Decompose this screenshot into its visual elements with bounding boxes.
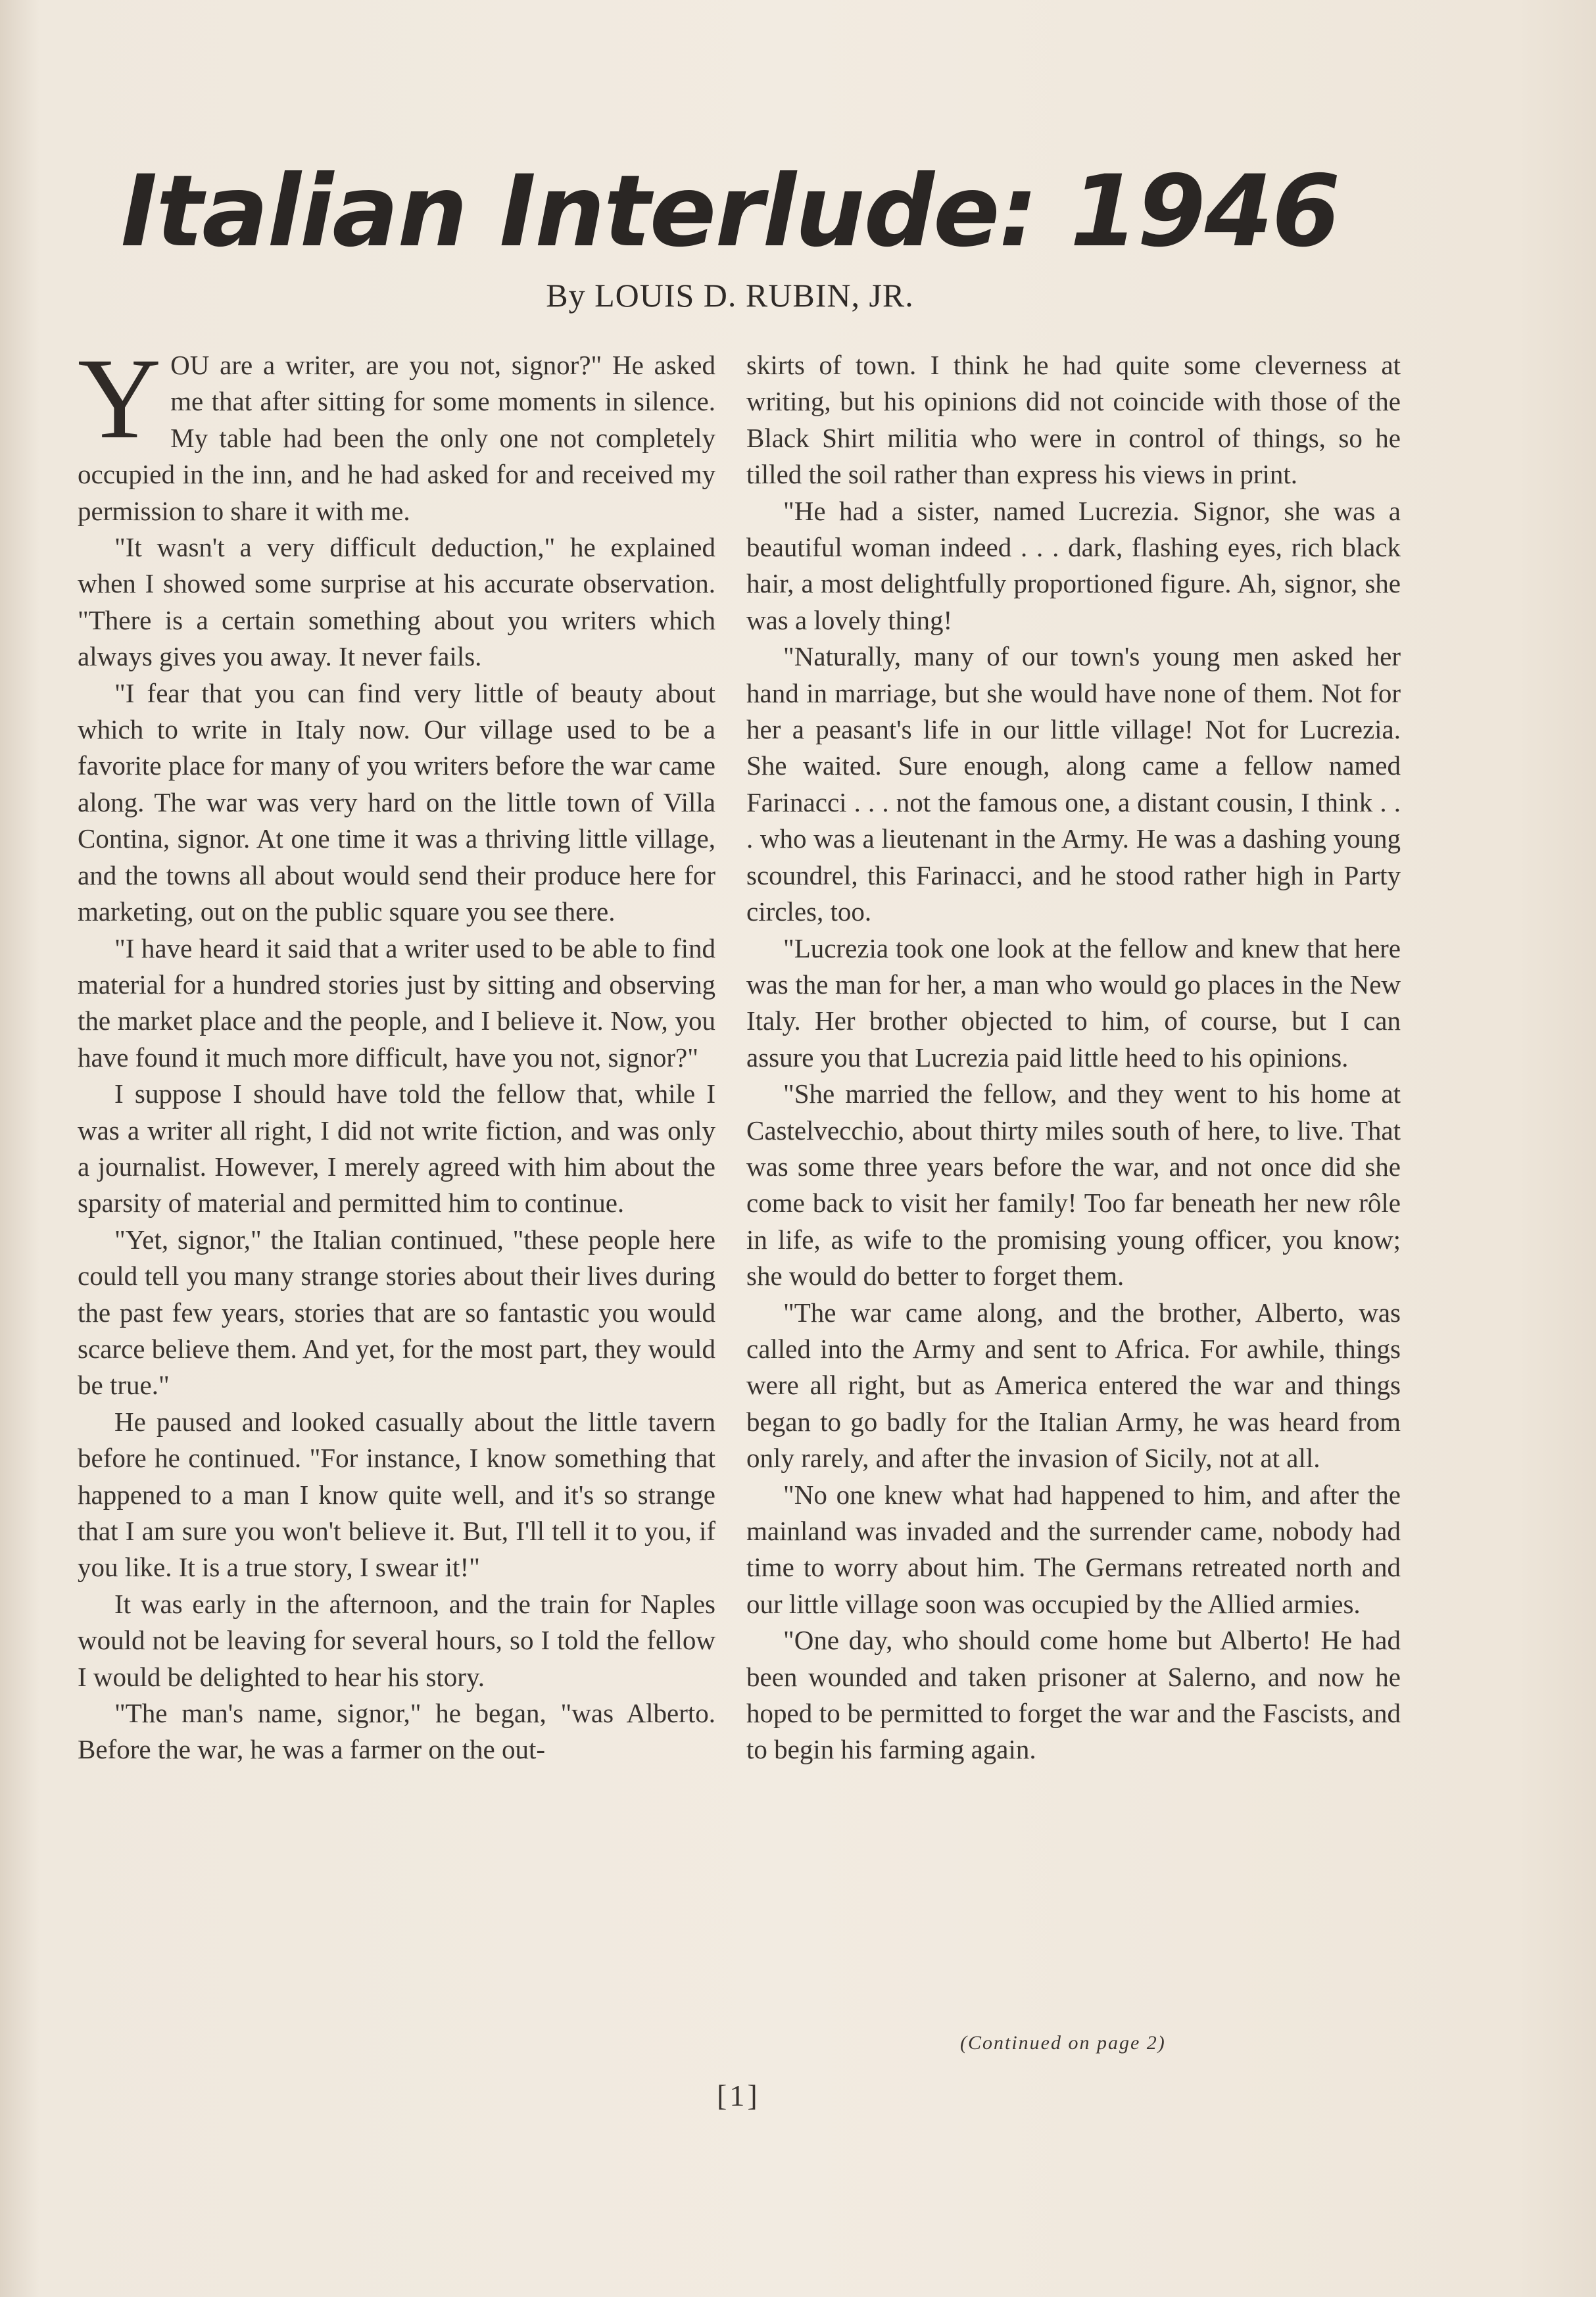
paragraph: "Naturally, many of our town's young men asked her hand in marriage, but she would have none of them. Not for her a peasant's life in our little village! Not for Lucrezia. She waited. Sure enough, along came a fellow named Farinacci . . . not the famous one, a distant cousin, I think . . . who was a lieutenant in the Army. He was a dashing young scoundrel, this Farinacci, and he stood rather high in Party circles, too. (746, 641, 1401, 927)
paragraph: "One day, who should come home but Alberto! He had been wounded and taken prisoner at Salerno, and now he hoped to be permitted to forget the war and the Fascists, and to begin his farming again. (746, 1625, 1401, 1765)
paragraph: I suppose I should have told the fellow that, while I was a writer all right, I did not write fiction, and was only a journalist. However, I merely agreed with him about the sparsity of material and permitted him to continue. (78, 1078, 715, 1219)
paragraph: "He had a sister, named Lucrezia. Signor, she was a beautiful woman indeed . . . dark, flashing eyes, rich black hair, a most delightfully proportioned figure. Ah, signor, she was a lovely thing! (746, 495, 1401, 635)
paragraph: "The man's name, signor," he began, "was Alberto. Before the war, he was a farmer on the out- (78, 1698, 715, 1765)
paragraph: He paused and looked casually about the little tavern before he continued. "For instance, I know something that happened to a man I know quite well, and it's so strange that I am sure you won't believe it. But, I'll tell it to you, if you like. It is a true story, I swear it!" (78, 1406, 715, 1583)
article-title: Italian Interlude: 1946 (120, 155, 1340, 269)
paragraph: It was early in the afternoon, and the train for Naples would not be leaving for several hours, so I told the fellow I would be delighted to hear his story. (78, 1588, 715, 1692)
paragraph: "I fear that you can find very little of beauty about which to write in Italy now. Our village used to be a favorite place for many of you writers before the war came along. The war was very hard on the little town of Villa Contina, signor. At one time it was a thriving little village, and the towns all about would send their produce here for marketing, out on the public square you see there. (78, 677, 715, 927)
paragraph: "Yet, signor," the Italian continued, "these people here could tell you many strange stories about their lives during the past few years, stories that are so fantastic you would scarce believe them. And yet, for the most part, they would be true." (78, 1224, 715, 1401)
paragraph: YOU are a writer, are you not, signor?" He asked me that after sitting for some moments in silence. My table had been the only one not completely occupied in the inn, and he had asked for and received my permission to share it with me. (78, 335, 715, 526)
continued-note: (Continued on page 2) (960, 2032, 1166, 2054)
page-number: [1] (717, 2079, 760, 2112)
paragraph: "It wasn't a very difficult deduction," he explained when I showed some surprise at his accurate observation. "There is a certain something about you writers which always gives you away. It never fails. (78, 532, 715, 672)
paragraph: "She married the fellow, and they went to his home at Castelvecchio, about thirty miles south of here, to live. That was some three years before the war, and not once did she come back to visit her family! Too far beneath her new rôle in life, as wife to the promising young officer, you know; she would do better to forget them. (746, 1078, 1401, 1292)
paragraph: "I have heard it said that a writer used to be able to find material for a hundred stories just by sitting and observing the market place and the people, and I believe it. Now, you have found it much more difficult, have you not, signor?" (78, 932, 715, 1073)
article-byline: By LOUIS D. RUBIN, JR. (546, 277, 914, 314)
paragraph: "The war came along, and the brother, Alberto, was called into the Army and sent to Africa. For awhile, things were all right, but as America entered the war and things began to go badly for the Italian Army, he was heard from only rarely, and after the invasion of Sicily, not at all. (746, 1297, 1401, 1474)
right-column (746, 347, 1401, 1768)
left-column (78, 335, 715, 1768)
paragraph: "Lucrezia took one look at the fellow and knew that here was the man for her, a man who would go places in the New Italy. Her brother objected to him, of course, but I can assure you that Lucrezia paid little heed to his opinions. (746, 932, 1401, 1073)
drop-cap: Y (78, 335, 162, 463)
paragraph: "No one knew what had happened to him, and after the mainland was invaded and the surrender came, nobody had time to worry about him. The Germans retreated north and our little village soon was occupied by the Allied armies. (746, 1479, 1401, 1619)
paragraph: skirts of town. I think he had quite some cleverness at writing, but his opinions did not coincide with those of the Black Shirt militia who were in control of things, so he tilled the soil rather than express his views in print. (746, 350, 1401, 490)
